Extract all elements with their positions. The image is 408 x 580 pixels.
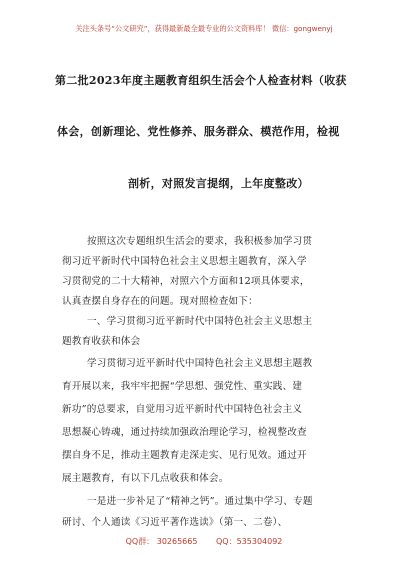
body-line: 新功”的总要求，自觉用习近平新时代中国特色社会主义 — [62, 404, 303, 415]
body-line: 育开展以来，我牢牢把握“学思想、强党性、重实践、建 — [62, 381, 303, 392]
footer-qq-number: QQ：535304092 — [216, 537, 283, 546]
body-line: 学习贯彻习近平新时代中国特色社会主义思想主题教 — [87, 358, 313, 369]
body-line: 研讨、个人通读《习近平著作选读》（第一、二卷）、 — [62, 517, 288, 528]
body-line: 展主题教育，有以下几点收获和体会。 — [62, 473, 229, 484]
body-line: 按照这次专题组织生活会的要求，我积极参加学习贯 — [87, 236, 313, 247]
body-line: 思想凝心铸魂，通过持续加强政治理论学习，检视整改查 — [62, 427, 307, 438]
body-line: 一是进一步补足了“精神之钙”。通过集中学习、专题 — [87, 496, 313, 507]
document-title-line-2: 体会，创新理论、党性修养、服务群众、模范作用，检视 — [57, 125, 340, 138]
body-line: 彻习近平新时代中国特色社会主义思想主题教育，深入学 — [62, 256, 307, 267]
document-title-line-1: 第二批2023年度主题教育组织生活会个人检查材料（收获 — [55, 74, 347, 87]
section-heading-line-1: 一、学习贯彻习近平新时代中国特色社会主义思想主 — [87, 316, 313, 327]
footer-qq-group: QQ群： 30265665 — [125, 537, 198, 546]
body-line: 认真查摆自身存在的问题。现对照检查如下： — [62, 296, 258, 307]
section-heading-line-2: 题教育收获和体会 — [62, 336, 141, 347]
body-line: 习贯彻党的二十大精神，对照六个方面和12项具体要求， — [62, 276, 310, 287]
header-note: 关注头条号“公文研究”，获得最新最全最专业的公文资料库！ 微信：gongwenyj — [75, 24, 333, 33]
document-title-line-3: 剖析，对照发言提纲，上年度整改） — [128, 177, 309, 190]
footer-contact — [0, 536, 408, 547]
body-line: 摆自身不足，推动主题教育走深走实、见行见效。通过开 — [62, 450, 307, 461]
